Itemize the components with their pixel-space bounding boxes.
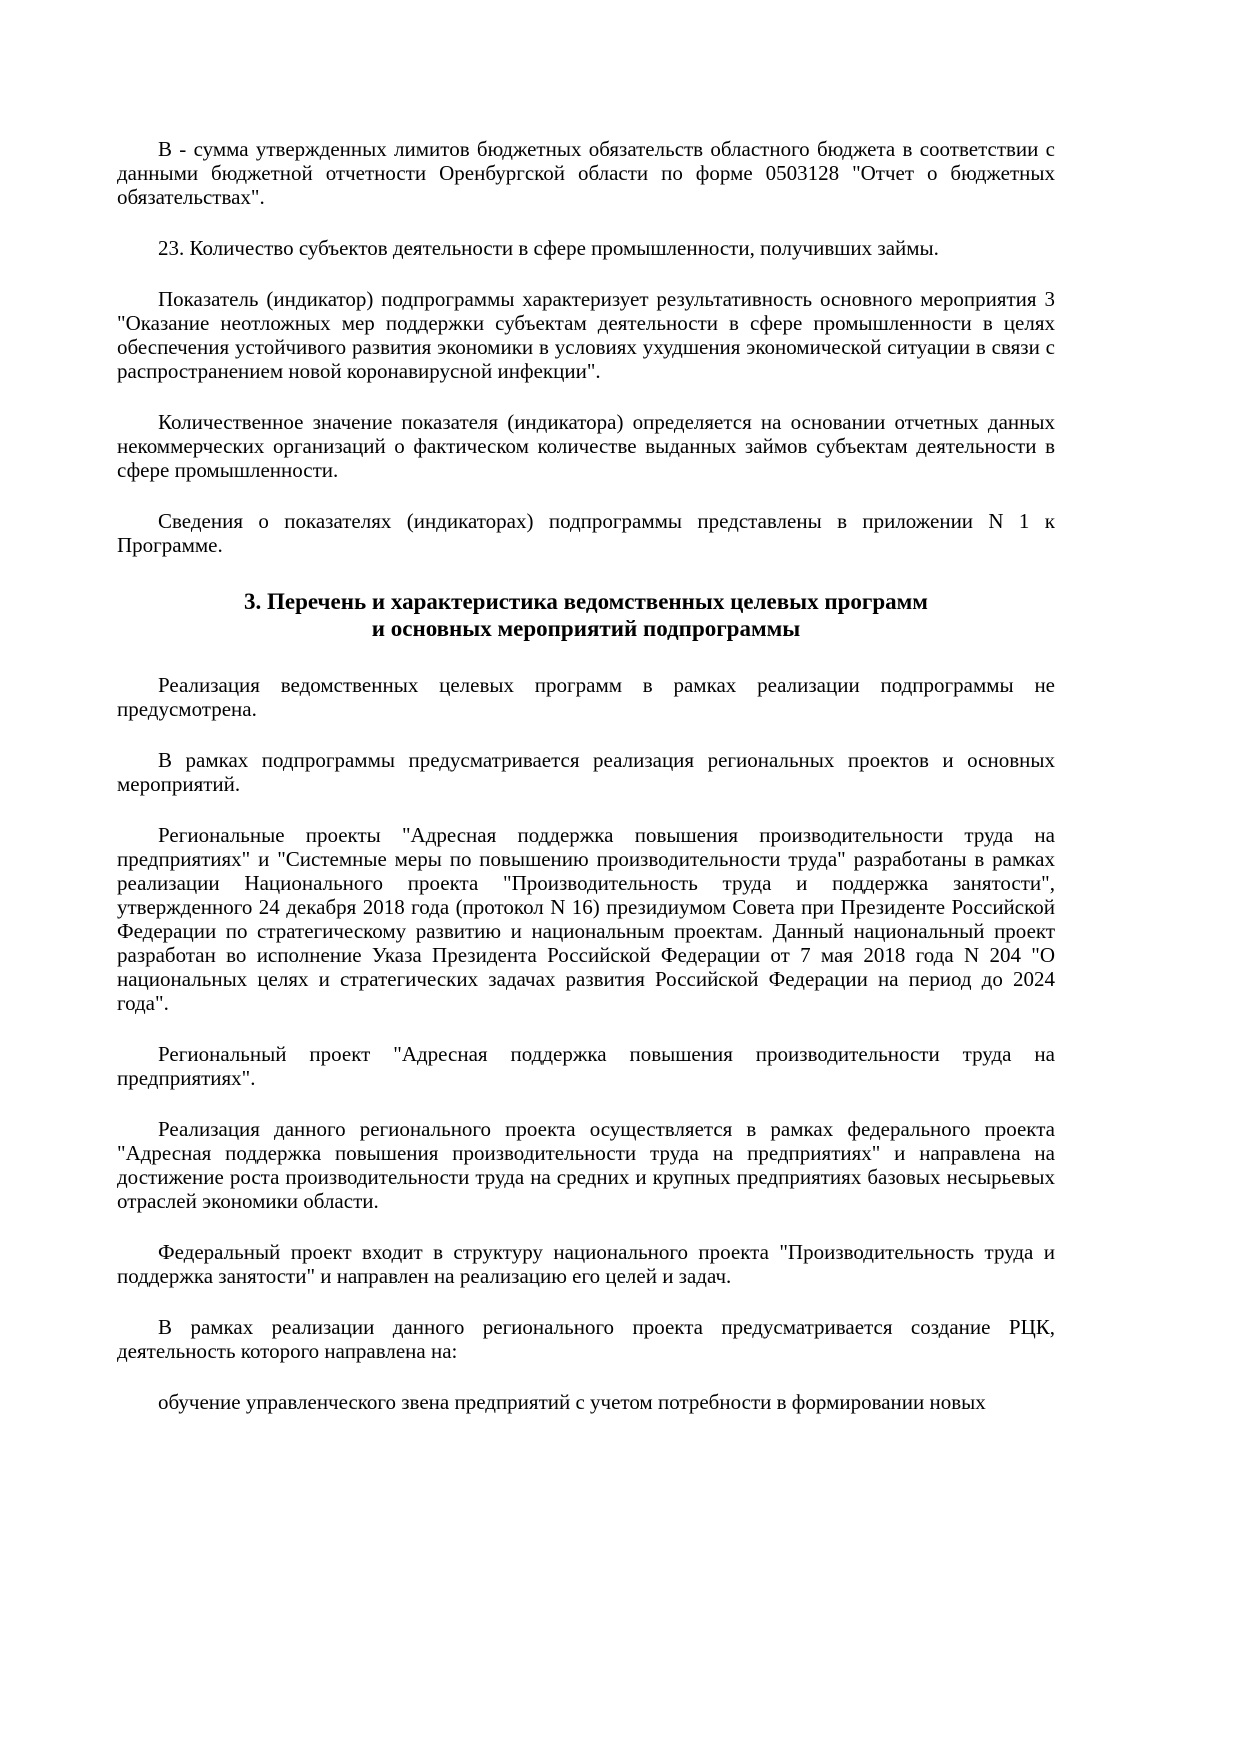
paragraph: Реализация ведомственных целевых программ в рамках реализации подпрограммы не предусмотрена. (117, 673, 1055, 721)
paragraph: Показатель (индикатор) подпрограммы характеризует результативность основного мероприятия 3 "Оказание неотложных мер поддержки субъектам деятельности в сфере промышленности в целях обеспечения устойчивого развития экономики в условиях ухудшения экономической ситуации в связи с распространением новой коронавирусной инфекции". (117, 287, 1055, 383)
paragraph: Реализация данного регионального проекта осуществляется в рамках федерального проекта "Адресная поддержка повышения производительности труда на предприятиях" и направлена на достижение роста производительности труда на средних и крупных предприятиях базовых несырьевых отраслей экономики области. (117, 1117, 1055, 1213)
paragraph: В - сумма утвержденных лимитов бюджетных обязательств областного бюджета в соответствии с данными бюджетной отчетности Оренбургской области по форме 0503128 "Отчет о бюджетных обязательствах". (117, 137, 1055, 209)
paragraph: Количественное значение показателя (индикатора) определяется на основании отчетных данных некоммерческих организаций о фактическом количестве выданных займов субъектам деятельности в сфере промышленности. (117, 410, 1055, 482)
paragraph: 23. Количество субъектов деятельности в сфере промышленности, получивших займы. (158, 236, 939, 260)
paragraph: Региональные проекты "Адресная поддержка повышения производительности труда на предприятиях" и "Системные меры по повышению производительности труда" разработаны в рамках реализации Национального проекта "Производительность труда и поддержка занятости", утвержденного 24 декабря 2018 года (протокол N 16) президиумом Совета при Президенте Российской Федерации по стратегическому развитию и национальным проектам. Данный национальный проект разработан во исполнение Указа Президента Российской Федерации от 7 мая 2018 года N 204 "О национальных целях и стратегических задачах развития Российской Федерации на период до 2024 года". (117, 823, 1055, 1015)
paragraph: Федеральный проект входит в структуру национального проекта "Производительность труда и поддержка занятости" и направлен на реализацию его целей и задач. (117, 1240, 1055, 1288)
paragraph: В рамках подпрограммы предусматривается реализация региональных проектов и основных мероприятий. (117, 748, 1055, 796)
paragraph: Региональный проект "Адресная поддержка повышения производительности труда на предприятиях". (117, 1042, 1055, 1090)
section-heading (117, 588, 1055, 642)
document-page (117, 137, 1055, 1441)
heading-line: и основных мероприятий подпрограммы (371, 616, 801, 641)
paragraph: Сведения о показателях (индикаторах) подпрограммы представлены в приложении N 1 к Программе. (117, 509, 1055, 557)
paragraph: обучение управленческого звена предприятий с учетом потребности в формировании новых (158, 1390, 986, 1414)
heading-line: 3. Перечень и характеристика ведомственных целевых программ (244, 589, 928, 614)
paragraph: В рамках реализации данного регионального проекта предусматривается создание РЦК, деятельность которого направлена на: (117, 1315, 1055, 1363)
